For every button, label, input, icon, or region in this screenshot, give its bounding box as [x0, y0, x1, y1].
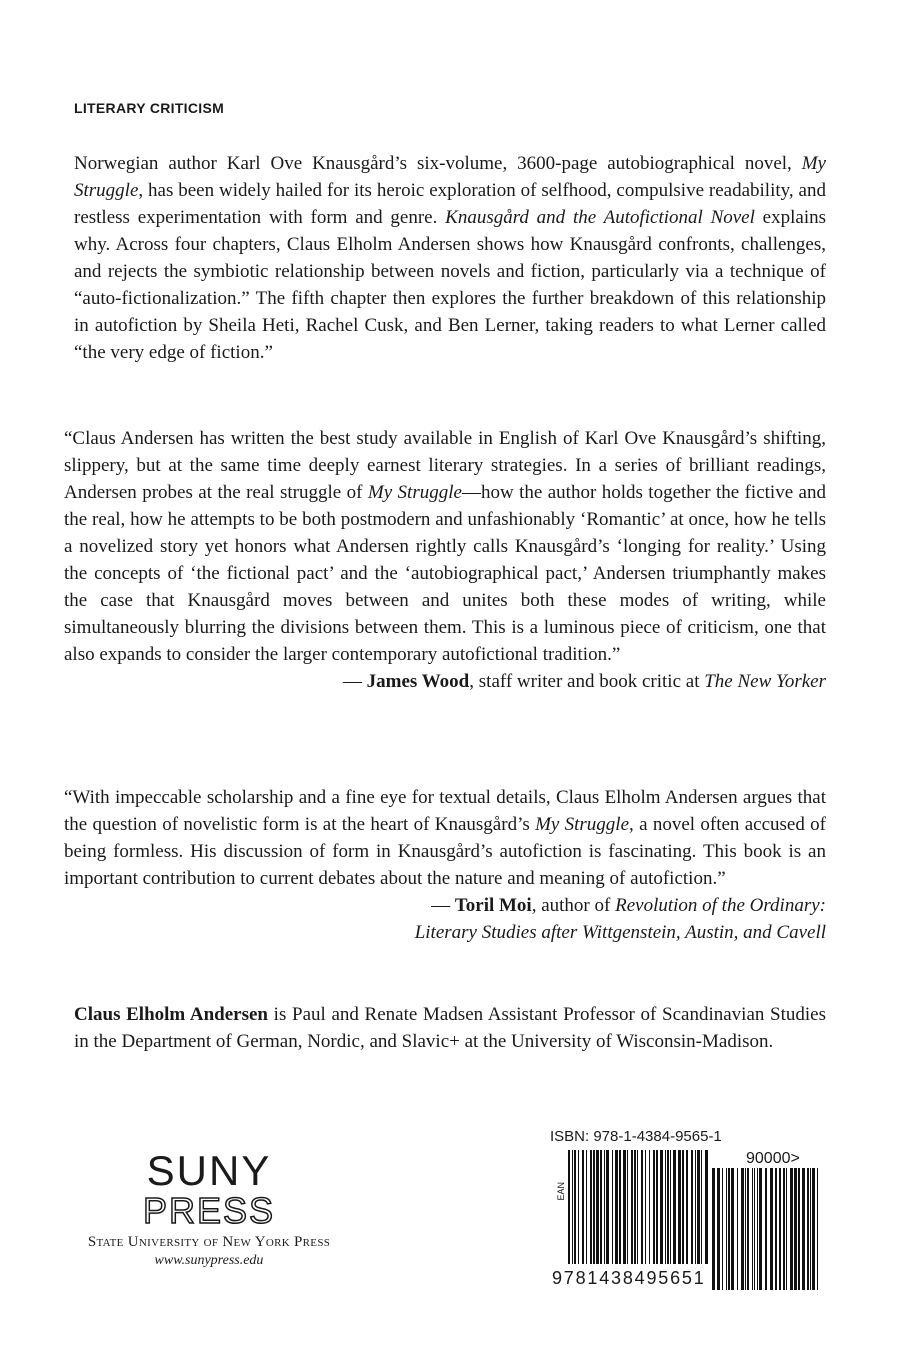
barcode-bar — [731, 1168, 734, 1290]
barcode-bar — [728, 1168, 730, 1290]
book-title: My Struggle — [74, 153, 826, 201]
blurb-toril-moi — [64, 784, 826, 946]
barcode-bar — [641, 1150, 643, 1264]
barcode-bar — [807, 1168, 809, 1290]
blurb-text: “With impeccable scholarship and a fine eye for textual details, Claus Elholm Andersen argues that the question of novelistic form is at the heart of Knausgård’s My Struggle, a novel often accused of being formless. His discussion of form in Knausgård’s autofiction is fascinating. This book is an important contribution to current debates about the nature and meaning of autofiction.” — [64, 787, 826, 889]
barcode-bar — [779, 1168, 781, 1290]
barcode-bar — [798, 1168, 800, 1290]
publisher-name: State University of New York Press — [87, 1234, 331, 1250]
price-code: 90000> — [746, 1150, 800, 1167]
barcode-bar — [623, 1150, 626, 1264]
barcode-bar — [682, 1150, 684, 1264]
barcode-bar — [722, 1168, 723, 1290]
blurb-attribution: — Toril Moi, author of Revolution of the Ordinary: — [431, 895, 826, 916]
barcode-bar — [627, 1150, 628, 1264]
barcode-bar — [691, 1150, 693, 1264]
barcode-bar — [802, 1168, 805, 1290]
barcode-bar — [810, 1168, 811, 1290]
author-bio: Claus Elholm Andersen is Paul and Renate Madsen Assistant Professor of Scandinavian Studies in the Department of German, Nordic, and Slavic+ at the University of Wisconsin-Madison. — [74, 1004, 826, 1052]
barcode-bar — [757, 1168, 758, 1290]
isbn-number: ISBN: 978-1-4384-9565-1 — [550, 1128, 722, 1145]
blurb-text: “Claus Andersen has written the best study available in English of Karl Ove Knausgård’s shifting, slippery, but at the same time deeply earnest literary strategies. In a series of brilliant readings, Andersen probes at the real struggle of My Struggle—how the author holds together the fictive and the real, how he attempts to be both postmodern and unfashionably ‘Romantic’ at once, how he tells a novelized story yet honors what Andersen rightly calls Knausgård’s ‘longing for reality.’ Using the concepts of ‘the fictional pact’ and the ‘autobiographical pact,’ Andersen triumphantly makes the case that Knausgård moves between and unites both these modes of writing, while simultaneously blurring the divisions between them. This is a luminous piece of criticism, one that also expands to consider the larger contemporary autofictional tradition.” — [64, 428, 826, 665]
barcode-bar — [686, 1150, 688, 1264]
barcode-bar — [701, 1150, 702, 1264]
barcode-bar — [637, 1150, 638, 1264]
barcode-bar — [747, 1168, 749, 1290]
barcode-bar — [593, 1150, 595, 1264]
barcode-bar — [741, 1168, 744, 1290]
barcode-bar — [615, 1150, 618, 1264]
barcode-bar — [817, 1168, 818, 1290]
barcode-bar — [770, 1168, 773, 1290]
barcode-bar — [645, 1150, 646, 1264]
barcode-bar — [695, 1150, 696, 1264]
barcode-bar — [726, 1168, 727, 1290]
barcode-bar — [586, 1150, 587, 1264]
barcode-bar — [678, 1150, 681, 1264]
barcode-bar — [673, 1150, 676, 1264]
barcode-bar — [590, 1150, 592, 1264]
barcode-bar — [653, 1150, 655, 1264]
barcode-bar — [765, 1168, 767, 1290]
barcode-bar — [754, 1168, 755, 1290]
barcode-area — [550, 1128, 890, 1145]
barcode-bar — [786, 1168, 787, 1290]
barcode-bar — [783, 1168, 785, 1290]
barcode-bar — [604, 1150, 605, 1264]
barcode-bar — [705, 1150, 708, 1264]
barcode-bar — [606, 1150, 609, 1264]
barcode-bar — [717, 1168, 720, 1290]
author-name: Claus Elholm Andersen — [74, 1004, 268, 1025]
barcode-bar — [574, 1150, 576, 1264]
barcode-bar — [775, 1168, 777, 1290]
logo-suny-text: SUNY — [146, 1147, 272, 1194]
barcode-bar — [660, 1150, 663, 1264]
ean-label: EAN — [556, 1182, 566, 1201]
barcode-bar — [667, 1150, 669, 1264]
barcode-bar — [794, 1168, 797, 1290]
barcode-bar — [665, 1150, 666, 1264]
barcode-bar — [600, 1150, 602, 1264]
barcode-bar — [812, 1168, 815, 1290]
publisher-logo — [74, 1147, 344, 1269]
category-label: LITERARY CRITICISM — [74, 100, 225, 116]
barcode-bar — [612, 1150, 613, 1264]
blurb-james-wood — [64, 425, 826, 695]
barcode-bar — [572, 1150, 573, 1264]
blurb-attribution-line2: Literary Studies after Wittgenstein, Austin, and Cavell — [414, 922, 826, 943]
barcode-bar — [578, 1150, 579, 1264]
logo-press-text: PRESS — [142, 1190, 276, 1231]
barcode-bar — [568, 1150, 570, 1264]
barcode-bar — [790, 1168, 793, 1290]
barcode-bar — [737, 1168, 738, 1290]
barcode-bar — [670, 1150, 671, 1264]
price-addon-barcode — [712, 1168, 822, 1290]
barcode-bar — [582, 1150, 584, 1264]
publisher-url: www.sunypress.edu — [154, 1253, 264, 1268]
barcode-bar — [712, 1168, 715, 1290]
barcode-bar — [619, 1150, 621, 1264]
barcode-bar — [649, 1150, 650, 1264]
book-description: Norwegian author Karl Ove Knausgård’s six-volume, 3600-page autobiographical novel, My Struggle, has been widely hailed for its heroic exploration of selfhood, compulsive readability, and restless experimentation with form and genre. Knausgård and the Autofictional Novel explains why. Across four chapters, Claus Elholm Andersen shows how Knausgård confronts, challenges, and rejects the symbiotic relationship between novels and fiction, particularly via a technique of “auto-fictionalization.” The fifth chapter then explores the further breakdown of this relationship in autofiction by Sheila Heti, Rachel Cusk, and Ben Lerner, taking readers to what Lerner called “the very edge of fiction.” — [74, 153, 826, 363]
barcode-bar — [656, 1150, 658, 1264]
barcode-bar — [759, 1168, 762, 1290]
barcode-bar — [745, 1168, 746, 1290]
barcode-bar — [697, 1150, 700, 1264]
barcode-bar — [752, 1168, 753, 1290]
blurb-attribution: — James Wood, staff writer and book critic at The New Yorker — [342, 671, 826, 692]
book-title: Knausgård and the Autofictional Novel — [445, 207, 755, 228]
barcode-bar — [631, 1150, 633, 1264]
barcode-bar — [596, 1150, 599, 1264]
barcode-bar — [634, 1150, 636, 1264]
barcode-digits: 9781438495651 — [552, 1268, 706, 1288]
